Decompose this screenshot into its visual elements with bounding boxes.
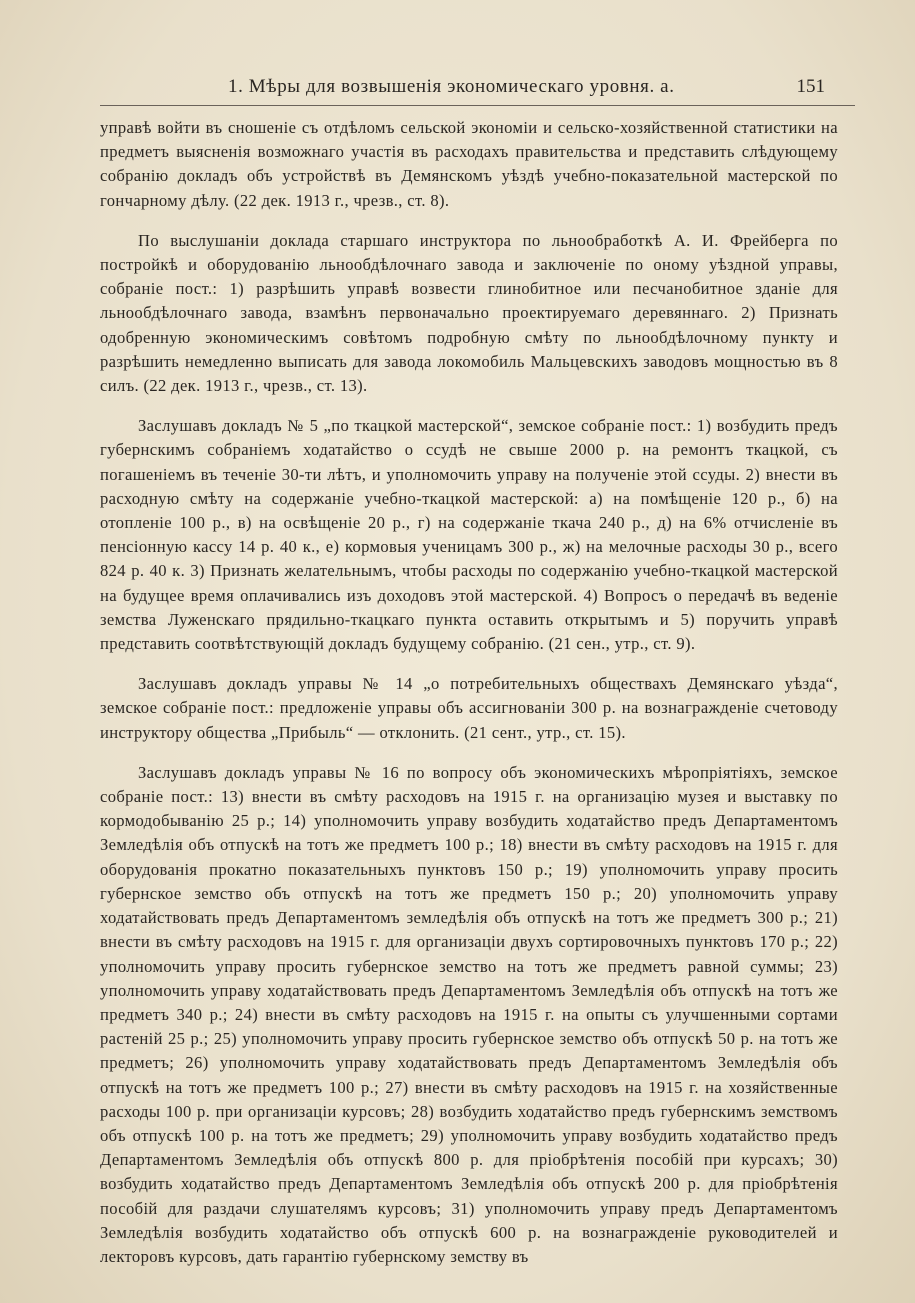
- header-rule: [100, 105, 855, 106]
- page-header: [100, 72, 855, 106]
- document-body: [100, 116, 838, 1285]
- paragraph-consumer-societies: Заслушавъ докладъ управы № 14 „о потребительныхъ обществахъ Демянскаго уѣзда“, земское собраніе пост.: предложеніе управы объ ассигнованіи 300 р. на вознагражденіе счетоводу инструктору общества „Прибыль“ — отклонить. (21 сент., утр., ст. 15).: [100, 674, 838, 742]
- paragraph-weaving-workshop: Заслушавъ докладъ № 5 „по ткацкой мастерской“, земское собраніе пост.: 1) возбудить предъ губернскимъ собраніемъ ходатайство о ссудѣ не свыше 2000 р. на ремонтъ ткацкой, съ погашеніемъ въ теченіе 30-ти лѣтъ, и уполномочить управу на полученіе этой ссуды. 2) внести въ расходную смѣту на содержаніе учебно-ткацкой мастерской: а) на помѣщеніе 120 р., б) на отопленіе 100 р., в) на освѣщеніе 20 р., г) на содержаніе ткача 240 р., д) на 6% отчисленіе въ пенсіонную кассу 14 р. 40 к., е) кормовыя ученицамъ 300 р., ж) на мелочные расходы 30 р., всего 824 р. 40 к. 3) Признать желательнымъ, чтобы расходы по содержанію учебно-ткацкой мастерской на будущее время оплачивались изъ доходовъ этой мастерской. 4) Вопросъ о передачѣ въ веденіе земства Луженскаго прядильно-ткацкаго пункта оставить открытымъ и 5) поручить управѣ представить соотвѣтствующій докладъ будущему собранію. (21 сен., утр., ст. 9).: [100, 416, 838, 654]
- paragraph-economic-measures: Заслушавъ докладъ управы № 16 по вопросу объ экономическихъ мѣропріятіяхъ, земское собраніе пост.: 13) внести въ смѣту расходовъ на 1915 г. на организацію музея и выставку по кормодобыванію 25 р.; 14) уполномочить управу возбудить ходатайство предъ Департаментомъ Земледѣлія объ отпускѣ на тотъ же предметъ 100 р.; 18) внести въ смѣту расходовъ на 1915 г. для оборудованія прокатно показательныхъ пунктовъ 150 р.; 19) уполномочить управу просить губернское земство объ отпускѣ на тотъ же предметъ 150 р.; 20) уполномочить управу ходатайствовать предъ Департаментомъ земледѣлія объ отпускѣ на тотъ же предметъ 300 р.; 21) внести въ смѣту расходовъ на 1915 г. для организаціи двухъ сортировочныхъ пунктовъ 170 р.; 22) уполномочить управу просить губернское земство на тотъ же предметъ равной суммы; 23) уполномочить управу ходатайствовать предъ Департаментомъ Земледѣлія объ отпускѣ на тотъ же предметъ 340 р.; 24) внести въ смѣту расходовъ на 1915 г. на опыты съ улучшенными сортами растеній 25 р.; 25) уполномочить управу просить губернское земство объ отпускѣ 50 р. на тотъ же предметъ; 26) уполномочить управу ходатайствовать предъ Департаментомъ Земледѣлія объ отпускѣ на тотъ же предметъ 100 р.; 27) внести въ смѣту расходовъ на 1915 г. на хозяйственные расходы 100 р. при организаціи курсовъ; 28) возбудить ходатайство предъ губернскимъ земствомъ объ отпускѣ 100 р. на тотъ же предметъ; 29) уполномочить управу возбудить ходатайство предъ Департаментомъ Земледѣлія объ отпускѣ 800 р. для пріобрѣтенія пособій при курсахъ; 30) возбудить ходатайство предъ Департаментомъ Земледѣлія объ отпускѣ 200 р. для пріобрѣтенія пособій для раздачи слушателямъ курсовъ; 31) уполномочить управу предъ Департаментомъ Земледѣлія возбудить ходатайство объ отпускѣ 600 р. на вознагражденіе руководителей и лекторовъ курсовъ, дать гарантію губернскому земству въ: [100, 762, 838, 1266]
- paragraph-flax-plant: По выслушаніи доклада старшаго инструктора по льнообработкѣ А. И. Фрейберга по постройкѣ и оборудованію льнообдѣлочнаго завода и заключеніе по оному уѣздной управы, собраніе пост.: 1) разрѣшить управѣ возвести глинобитное или песчанобитное зданіе для льнообдѣлочнаго завода, взамѣнъ первоначально проектируемаго деревяннаго. 2) Признать одобренную экономическимъ совѣтомъ подробную смѣту по льнообдѣлочному пункту и разрѣшить немедленно выписать для завода локомобиль Мальцевскихъ заводовъ мощностью въ 8 силъ. (22 дек. 1913 г., чрезв., ст. 13).: [100, 230, 838, 396]
- paragraph-continuation: управѣ войти въ сношеніе съ отдѣломъ сельской экономіи и сельско-хозяйственной статистики на предметъ выясненія возможнаго участія въ расходахъ правительства и представить слѣдующему собранію докладъ объ устройствѣ въ Демянскомъ уѣздѣ учебно-показательной мастерской по гончарному дѣлу. (22 дек. 1913 г., чрезв., ст. 8).: [100, 118, 838, 210]
- page-number: 151: [796, 76, 825, 97]
- running-title: 1. Мѣры для возвышенія экономическаго уровня. а.: [228, 76, 675, 97]
